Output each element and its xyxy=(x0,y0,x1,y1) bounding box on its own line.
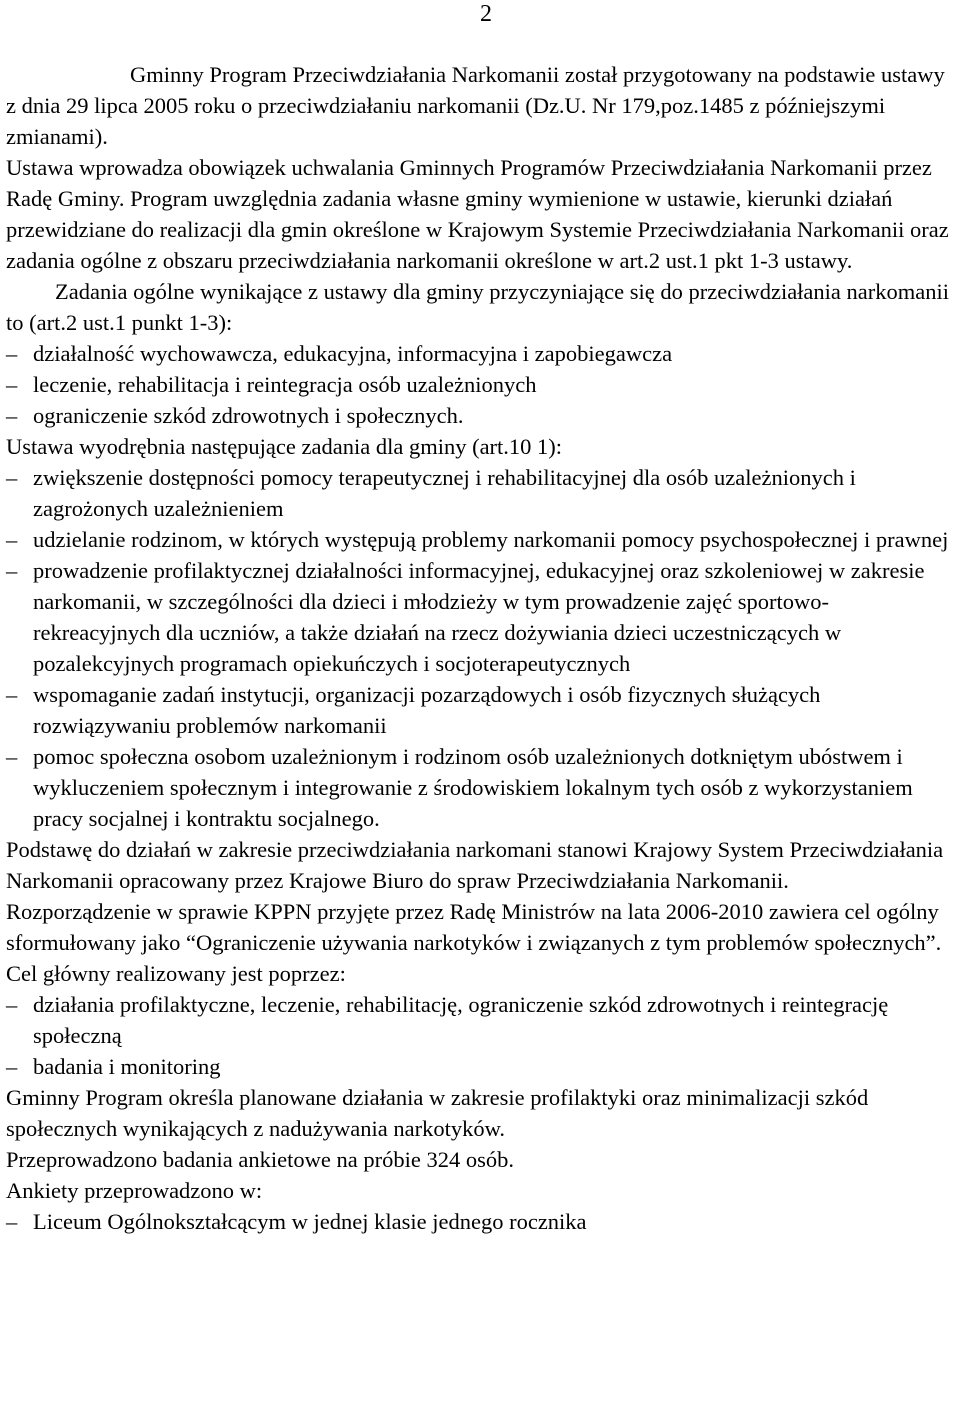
paragraph-survey-locations: Ankiety przeprowadzono w: xyxy=(6,1178,263,1203)
dash-bullet: – xyxy=(6,682,18,707)
list-survey-locations xyxy=(6,1206,956,1237)
list-item: – ograniczenie szkód zdrowotnych i społecznych. xyxy=(6,400,956,431)
dash-bullet: – xyxy=(6,1209,18,1234)
dash-bullet: – xyxy=(6,465,18,490)
dash-bullet: – xyxy=(6,403,18,428)
dash-bullet: – xyxy=(6,1054,18,1079)
list-item: – wspomaganie zadań instytucji, organizacji pozarządowych i osób fizycznych służących rozwiązywaniu problemów narkomanii xyxy=(6,679,956,741)
paragraph-gmina-tasks: Ustawa wyodrębnia następujące zadania dla gminy (art.10 1): xyxy=(6,434,563,459)
list-item: – działania profilaktyczne, leczenie, rehabilitację, ograniczenie szkód zdrowotnych i reintegrację społeczną xyxy=(6,989,956,1051)
dash-bullet: – xyxy=(6,372,18,397)
list-item: – udzielanie rodzinom, w których występują problemy narkomanii pomocy psychospołecznej i prawnej xyxy=(6,524,956,555)
list-main-goal xyxy=(6,989,956,1082)
paragraph-ustawa: Ustawa wprowadza obowiązek uchwalania Gminnych Programów Przeciwdziałania Narkomanii przez Radę Gminy. Program uwzględnia zadania własne gminy wymienione w ustawie, kierunki działań przewidziane do realizacji dla gmin określone w Krajowym Systemie Przeciwdziałania Narkomanii oraz zadania ogólne z obszaru przeciwdziałania narkomanii określone w art.2 ust.1 pkt 1-3 ustawy. xyxy=(6,155,949,273)
list-item: – pomoc społeczna osobom uzależnionym i rodzinom osób uzależnionych dotkniętym ubóstwem i wykluczeniem społecznym i integrowanie z środowiskiem lokalnym tych osób z wykorzystaniem pracy socjalnej i kontraktu socjalnego. xyxy=(6,741,956,834)
paragraph-survey: Przeprowadzono badania ankietowe na próbie 324 osób. xyxy=(6,1147,514,1172)
list-item: – Liceum Ogólnokształcącym w jednej klasie jednego rocznika xyxy=(6,1206,956,1237)
paragraph-program-scope: Gminny Program określa planowane działania w zakresie profilaktyki oraz minimalizacji szkód społecznych wynikających z nadużywania narkotyków. xyxy=(6,1085,869,1141)
list-item: – badania i monitoring xyxy=(6,1051,956,1082)
list-item: – zwiększenie dostępności pomocy terapeutycznej i rehabilitacyjnej dla osób uzależnionych i zagrożonych uzależnieniem xyxy=(6,462,956,524)
dash-bullet: – xyxy=(6,527,18,552)
paragraph-main-goal: Cel główny realizowany jest poprzez: xyxy=(6,961,346,986)
dash-bullet: – xyxy=(6,992,18,1017)
dash-bullet: – xyxy=(6,744,18,769)
list-item: – leczenie, rehabilitacja i reintegracja osób uzależnionych xyxy=(6,369,956,400)
paragraph-kppn-basis: Podstawę do działań w zakresie przeciwdziałania narkomani stanowi Krajowy System Przeciwdziałania Narkomanii opracowany przez Krajowe Biuro do spraw Przeciwdziałania Narkomanii. xyxy=(6,837,944,893)
document-body xyxy=(6,59,956,1237)
list-general-tasks xyxy=(6,338,956,431)
paragraph-intro: Gminny Program Przeciwdziałania Narkomanii został przygotowany na podstawie ustawy z dnia 29 lipca 2005 roku o przeciwdziałaniu narkomanii (Dz.U. Nr 179,poz.1485 z późniejszymi zmianami). xyxy=(6,62,945,149)
dash-bullet: – xyxy=(6,558,18,583)
dash-bullet: – xyxy=(6,341,18,366)
list-gmina-tasks xyxy=(6,462,956,834)
list-item: – działalność wychowawcza, edukacyjna, informacyjna i zapobiegawcza xyxy=(6,338,956,369)
list-item: – prowadzenie profilaktycznej działalności informacyjnej, edukacyjnej oraz szkoleniowej w zakresie narkomanii, w szczególności dla dzieci i młodzieży w tym prowadzenie zajęć sportowo-rekreacyjnych dla uczniów, a także działań na rzecz dożywiania dzieci uczestniczących w pozalekcyjnych programach opiekuńczych i socjoterapeutycznych xyxy=(6,555,956,679)
paragraph-regulation: Rozporządzenie w sprawie KPPN przyjęte przez Radę Ministrów na lata 2006-2010 zawiera cel ogólny sformułowany jako “Ograniczenie używania narkotyków i związanych z tym problemów społecznych”. xyxy=(6,899,942,955)
page-number: 2 xyxy=(480,1,492,27)
paragraph-general-tasks: Zadania ogólne wynikające z ustawy dla gminy przyczyniające się do przeciwdziałania narkomanii to (art.2 ust.1 punkt 1-3): xyxy=(6,279,950,335)
